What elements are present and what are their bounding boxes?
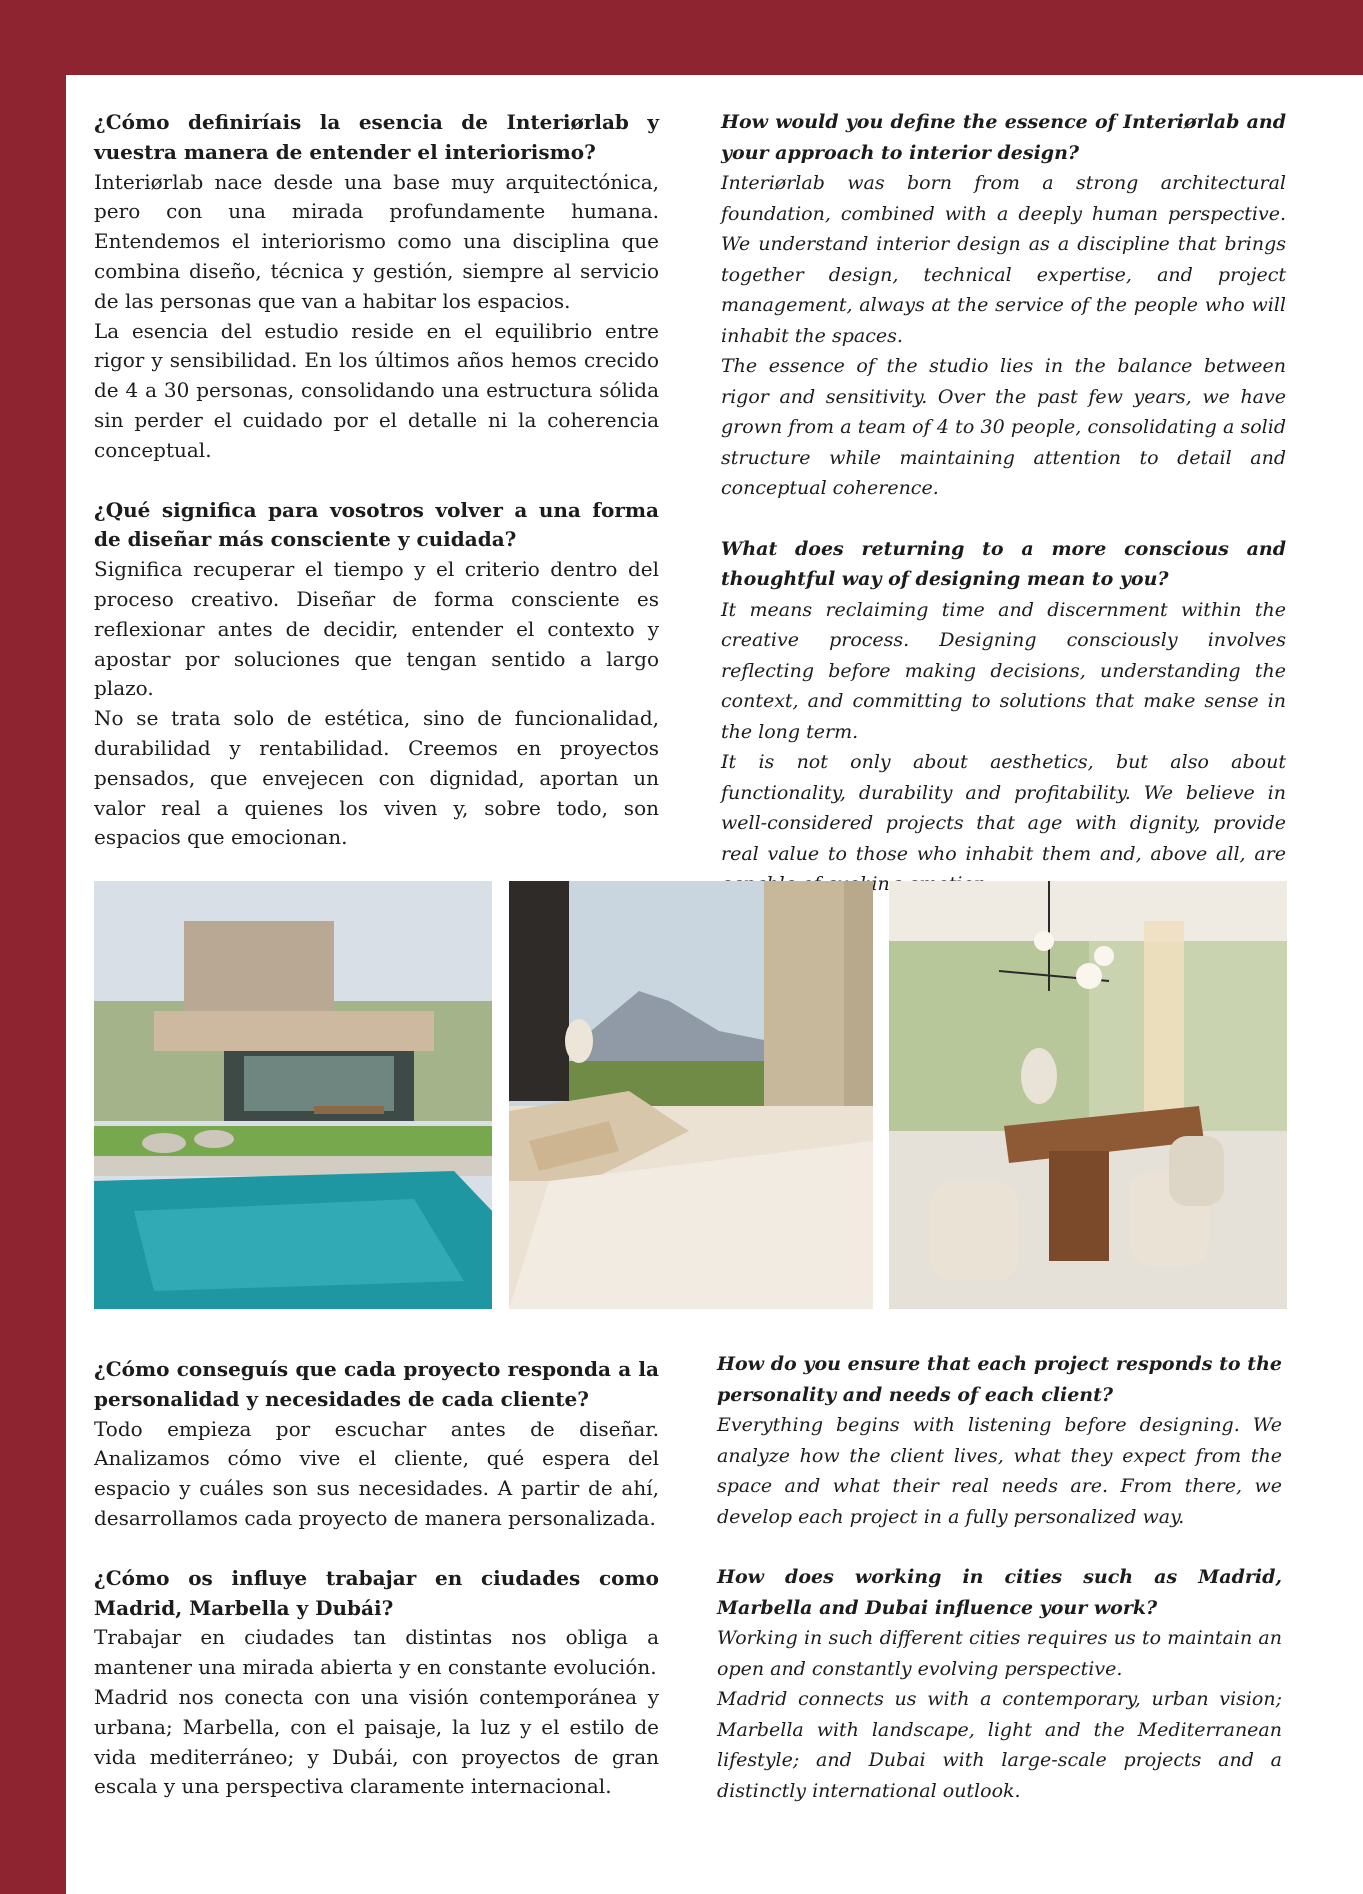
question-cities-en: How does working in cities such as Madrid, Marbella and Dubai influence your work? [717, 1566, 1282, 1619]
answer-cities-es-p1: Trabajar en ciudades tan distintas nos obliga a mantener una mirada abierta y en constante evolución. [94, 1625, 659, 1680]
photo-villa-pool [94, 881, 492, 1309]
answer-essence-en-p1: Interiørlab was born from a strong architectural foundation, combined with a deeply human perspective. We understand interior design as a discipline that brings together design, technical expertise, and project management, always at the service of the people who will inhabit the spaces. [721, 172, 1286, 347]
left-accent-band [0, 0, 66, 1894]
answer-essence-es-p2: La esencia del estudio reside en el equilibrio entre rigor y sensibilidad. En los últimos años hemos crecido de 4 a 30 personas, consolidando una estructura sólida sin perder el cuidado por el detalle ni la coherencia conceptual. [94, 318, 659, 462]
question-essence-en: How would you define the essence of Interiørlab and your approach to interior design? [721, 111, 1286, 164]
question-conscious-design-es: ¿Qué significa para vosotros volver a una forma de diseñar más consciente y cuidada? [94, 497, 659, 552]
answer-essence-en-p2: The essence of the studio lies in the balance between rigor and sensitivity. Over the past few years, we have grown from a team of 4 to 30 people, consolidating a solid structure while maintaining attention to detail and conceptual coherence. [721, 355, 1286, 499]
top-left-column-es [94, 108, 659, 853]
top-right-column-en [721, 107, 1286, 900]
question-personalization-en: How do you ensure that each project responds to the personality and needs of each client? [717, 1353, 1282, 1406]
photo-dining-room [889, 881, 1287, 1309]
answer-cities-es-p2: Madrid nos conecta con una visión contemporánea y urbana; Marbella, con el paisaje, la luz y el estilo de vida mediterráneo; y Dubái, con proyectos de gran escala y una perspectiva claramente internacional. [94, 1684, 659, 1799]
bottom-right-column-en [717, 1349, 1282, 1806]
answer-cities-en-p1: Working in such different cities requires us to maintain an open and constantly evolving perspective. [717, 1627, 1282, 1680]
question-personalization-es: ¿Cómo conseguís que cada proyecto responda a la personalidad y necesidades de cada cliente? [94, 1357, 659, 1411]
question-essence-es: ¿Cómo definiríais la esencia de Interiørlab y vuestra manera de entender el interiorismo? [94, 110, 659, 164]
question-conscious-design-en: What does returning to a more conscious and thoughtful way of designing mean to you? [721, 537, 1286, 590]
answer-conscious-design-es-p2: No se trata solo de estética, sino de funcionalidad, durabilidad y rentabilidad. Creemos en proyectos pensados, que envejecen con dignidad, aportan un valor real a quienes los viven y, sobre todo, son espacios que emocionan. [94, 706, 659, 850]
answer-personalization-en-p1: Everything begins with listening before designing. We analyze how the client lives, what they expect from the space and what their real needs are. From there, we develop each project in a fully personalized way. [717, 1414, 1282, 1528]
answer-essence-es-p1: Interiørlab nace desde una base muy arquitectónica, pero con una mirada profundamente humana. Entendemos el interiorismo como una disciplina que combina diseño, técnica y gestión, siempre al servicio de las personas que van a habitar los espacios. [94, 169, 659, 313]
answer-conscious-design-es-p1: Significa recuperar el tiempo y el criterio dentro del proceso creativo. Diseñar de forma consciente es reflexionar antes de decidir, entender el contexto y apostar por soluciones que tengan sentido a largo plazo. [94, 557, 659, 701]
answer-personalization-es-p1: Todo empieza por escuchar antes de diseñar. Analizamos cómo vive el cliente, qué espera del espacio y cuáles son sus necesidades. A partir de ahí, desarrollamos cada proyecto de manera personalizada. [94, 1416, 659, 1530]
answer-conscious-design-en-p1: It means reclaiming time and discernment within the creative process. Designing consciously involves reflecting before making decisions, understanding the context, and committing to solutions that make sense in the long term. [721, 598, 1286, 743]
top-accent-band [0, 0, 1363, 75]
answer-conscious-design-en-p2: It is not only about aesthetics, but also about functionality, durability and profitability. We believe in well-considered projects that age with dignity, provide real value to those who inhabit them and, above all, are [721, 751, 1286, 865]
question-cities-es: ¿Cómo os influye trabajar en ciudades como Madrid, Marbella y Dubái? [94, 1565, 659, 1620]
answer-cities-en-p2: Madrid connects us with a contemporary, urban vision; Marbella with landscape, light and the Mediterranean lifestyle; and Dubai with large-scale projects and a distinctly international outlook. [717, 1688, 1282, 1802]
photo-bedroom-view [509, 881, 873, 1309]
bottom-left-column-es [94, 1355, 659, 1802]
